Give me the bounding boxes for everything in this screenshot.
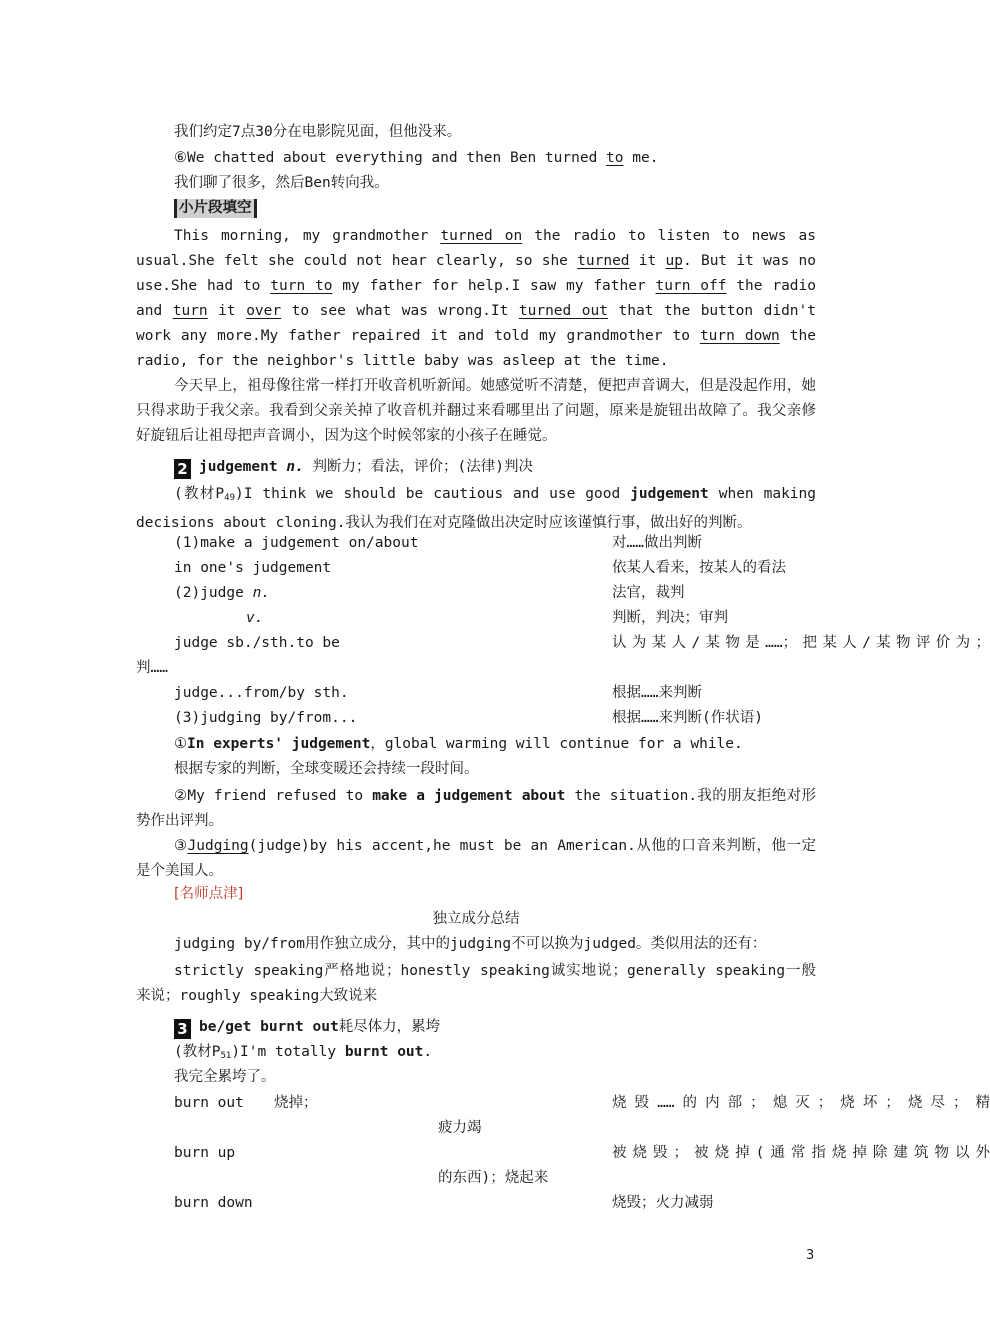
text-span: .	[423, 1044, 433, 1060]
text-span: )I think we should be cautious and use good	[235, 486, 631, 502]
answer-blank: over	[246, 303, 282, 319]
usage-meaning: 被烧毁；被烧掉(通常指烧掉除建筑物以外	[612, 1145, 990, 1161]
text-span: the radio and	[136, 278, 816, 319]
text-span: it	[629, 253, 666, 269]
part-of-speech: n.	[286, 459, 304, 475]
example-sentence	[136, 834, 816, 884]
translation-line: 我完全累垮了。	[174, 1069, 276, 1085]
answer-text: make a judgement about	[372, 788, 566, 804]
answer-blank: turned	[577, 253, 630, 269]
answer-blank: turned on	[440, 228, 523, 244]
usage-meaning: 认为某人/某物是……；把某人/某物评价为；	[612, 635, 990, 651]
teacher-tip-label: [名师点津]	[174, 886, 244, 902]
usage-row	[174, 683, 702, 703]
usage-pos: v.	[246, 610, 264, 626]
text-line: 我们约定7点30分在电影院见面，但他没来。	[174, 124, 462, 140]
text-span: (judge)by his accent,he must be an American.从他的口音来判断，他一定是个美国人。	[136, 838, 816, 879]
usage-row	[174, 1193, 714, 1213]
translation-line: 我们聊了很多，然后Ben转向我。	[174, 175, 389, 191]
usage-row	[174, 1093, 990, 1113]
usage-phrase: judge...from/by sth.	[174, 685, 349, 701]
answer-blank: turn to	[270, 278, 333, 294]
usage-phrase: in one's judgement	[174, 560, 332, 576]
answer-blank: up	[665, 253, 683, 269]
text-span: ③	[174, 838, 188, 854]
text-span: ，global warming will continue for a while.	[370, 736, 743, 752]
text-span: . But it was no use.She had to	[136, 253, 817, 294]
section-tag	[174, 198, 257, 218]
usage-continuation: 判……	[136, 660, 168, 676]
text-span: ①	[174, 736, 187, 752]
text-span: ⑥We chatted about everything and then Ben turned	[174, 150, 607, 166]
usage-phrase: (3)judging by/from...	[174, 710, 358, 726]
text-span: the situation.我的朋友拒绝对形势作出评判。	[136, 788, 817, 829]
headword-meaning: 判断力；看法，评价；(法律)判决	[312, 459, 533, 475]
text-span: This morning, my grandmother	[174, 228, 441, 244]
usage-phrase: burn down	[174, 1195, 253, 1211]
example-sentence	[136, 784, 816, 834]
usage-pos: n.	[252, 585, 271, 601]
translation-line: 根据专家的判断，全球变暖还会持续一段时间。	[174, 761, 479, 777]
keyword: burnt out	[344, 1044, 424, 1060]
usage-meaning: 烧掉；	[274, 1095, 318, 1111]
usage-meaning: 烧毁；火力减弱	[612, 1195, 714, 1211]
page-ref: 49	[224, 493, 235, 503]
answer-blank: turn	[172, 303, 208, 319]
usage-row	[174, 633, 990, 653]
text-span: that the button didn't work any more.My father repaired it and told my grandmother to	[136, 303, 816, 344]
fill-blank-tag: 小片段填空	[174, 199, 257, 218]
usage-meaning: 判断，判决；审判	[612, 610, 728, 626]
answer-blank: Judging	[187, 838, 249, 854]
answer-blank: turned out	[518, 303, 608, 319]
page-number: 3	[806, 1248, 815, 1263]
summary-title: 独立成分总结	[432, 911, 520, 927]
answer-text: In experts' judgement	[187, 736, 371, 752]
usage-meaning: 根据……来判断(作状语)	[612, 710, 763, 726]
usage-row	[174, 558, 786, 578]
usage-phrase: burn out	[174, 1095, 244, 1111]
headword: judgement	[199, 459, 278, 475]
usage-row	[174, 1143, 990, 1163]
headword: be/get burnt out	[199, 1019, 339, 1035]
text-span: my father for help.I saw my father	[332, 278, 656, 294]
usage-meaning: 依某人看来，按某人的看法	[612, 560, 786, 576]
textbook-example	[174, 1042, 432, 1066]
usage-row	[174, 583, 685, 603]
text-span: (教材P	[174, 486, 225, 502]
text-span: ②My friend refused to	[174, 788, 373, 804]
textbook-example	[136, 482, 816, 536]
usage-meaning: 的东西)；烧起来	[438, 1170, 549, 1186]
text-span: (教材P	[174, 1044, 221, 1060]
text-span: me.	[623, 150, 659, 166]
summary-text: judging by/from用作独立成分，其中的judging不可以换为judged。类似用法的还有：	[174, 936, 767, 952]
keyword: judgement	[630, 486, 709, 502]
entry-heading	[174, 457, 533, 479]
usage-meaning: 法官，裁判	[612, 585, 685, 601]
usage-phrase: (1)make a judgement on/about	[174, 535, 419, 551]
answer-blank: turn off	[655, 278, 727, 294]
entry-number: 3	[174, 1019, 191, 1039]
usage-phrase: (2)judge	[174, 585, 244, 601]
text-span: to see what was wrong.It	[281, 303, 519, 319]
text-span: it	[207, 303, 247, 319]
headword-meaning: 耗尽体力，累垮	[338, 1019, 441, 1035]
page-ref: 51	[220, 1051, 232, 1061]
usage-phrase: burn up	[174, 1145, 236, 1161]
usage-row	[174, 533, 702, 553]
text-span: )I'm totally	[231, 1044, 345, 1060]
fill-paragraph	[136, 224, 816, 374]
text-span: when making decisions about cloning.我认为我们在对克隆做出决定时应该谨慎行事，做出好的判断。	[136, 486, 817, 531]
usage-meaning: 疲力竭	[438, 1120, 482, 1136]
usage-row	[174, 708, 763, 728]
entry-heading	[174, 1017, 440, 1039]
answer-blank: to	[606, 150, 624, 166]
text-span: the radio, for the neighbor's little baby was asleep at the time.	[136, 328, 816, 369]
fill-translation: 今天早上，祖母像往常一样打开收音机听新闻。她感觉听不清楚，便把声音调大，但是没起作用，她只得求助于我父亲。我看到父亲关掉了收音机并翻过来看哪里出了问题，原来是旋钮出故障了。我父亲修好旋钮后让祖母把声音调小，因为这个时候邻家的小孩子在睡觉。	[136, 378, 816, 444]
example-sentence	[174, 734, 743, 754]
answer-blank: turn down	[699, 328, 780, 344]
entry-number: 2	[174, 459, 191, 479]
usage-phrase: judge sb./sth.to be	[174, 635, 340, 651]
usage-meaning: 烧毁……的内部；熄灭；烧坏；烧尽；精	[612, 1095, 990, 1111]
summary-text: strictly speaking严格地说；honestly speaking诚实地说；generally speaking一般来说；roughly speaking大致说来	[136, 963, 816, 1004]
usage-meaning: 根据……来判断	[612, 685, 702, 701]
usage-row	[174, 608, 728, 628]
example-sentence	[174, 148, 658, 168]
text-span: the radio to listen to news as usual.She felt she could not hear clearly, so she	[136, 228, 816, 269]
usage-meaning: 对……做出判断	[612, 535, 702, 551]
